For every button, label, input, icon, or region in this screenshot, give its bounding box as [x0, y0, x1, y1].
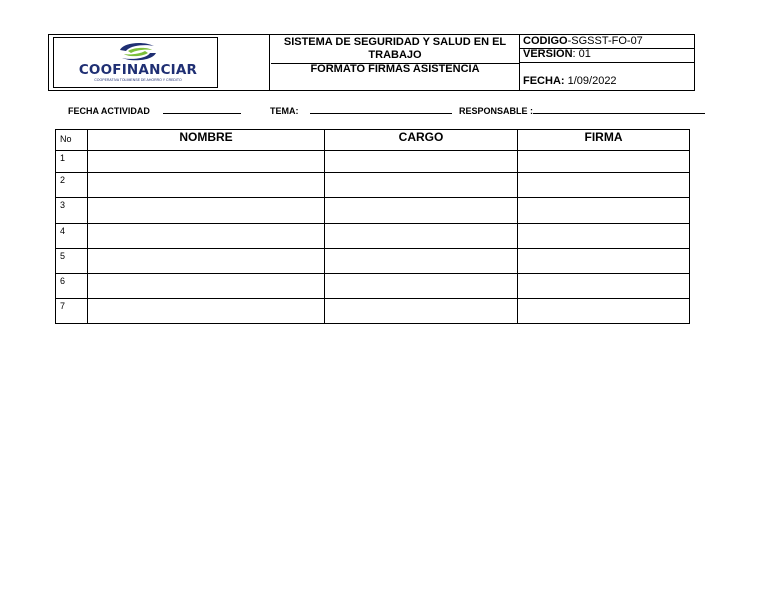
row-number: 5: [56, 249, 88, 274]
cargo-cell[interactable]: [325, 151, 518, 173]
fecha-value: 1/09/2022: [564, 75, 617, 87]
row-number: 6: [56, 274, 88, 299]
row-number: 1: [56, 151, 88, 173]
fecha-actividad-label: FECHA ACTIVIDAD: [68, 106, 150, 116]
coofinanciar-logo-icon: [114, 41, 162, 63]
responsable-blank[interactable]: [533, 104, 705, 114]
cargo-cell[interactable]: [325, 299, 518, 324]
row-number: 4: [56, 224, 88, 249]
page-subtitle: FORMATO FIRMAS ASISTENCIA: [310, 63, 480, 75]
table-row: [56, 198, 690, 224]
row-number: 3: [56, 198, 88, 224]
attendance-table: [55, 129, 690, 324]
table-row: [56, 224, 690, 249]
firma-cell[interactable]: [518, 224, 690, 249]
cargo-cell[interactable]: [325, 224, 518, 249]
header-divider: [269, 35, 270, 90]
logo-wordmark: COOFINANCIAR: [78, 62, 198, 78]
nombre-cell[interactable]: [88, 224, 325, 249]
version-value: : 01: [572, 48, 591, 60]
fecha-label: FECHA:: [523, 75, 565, 87]
page-title: [271, 35, 519, 64]
tema-field[interactable]: [270, 104, 452, 116]
table-row: [56, 173, 690, 198]
column-header-firma: FIRMA: [518, 130, 690, 151]
cargo-cell[interactable]: [325, 198, 518, 224]
logo-box: [53, 37, 218, 88]
row-number: 2: [56, 173, 88, 198]
firma-cell[interactable]: [518, 249, 690, 274]
column-header-cargo: CARGO: [325, 130, 518, 151]
row-number: 7: [56, 299, 88, 324]
tema-label: TEMA:: [270, 106, 299, 116]
table-row: [56, 151, 690, 173]
cargo-cell[interactable]: [325, 173, 518, 198]
title-line-2: TRABAJO: [368, 49, 422, 61]
tema-blank[interactable]: [310, 104, 452, 114]
title-block: [271, 35, 519, 90]
table-row: [56, 274, 690, 299]
meta-divider: [520, 62, 695, 63]
firma-cell[interactable]: [518, 274, 690, 299]
firma-cell[interactable]: [518, 299, 690, 324]
logo-tagline: COOPERATIVA TOLIMENSE DE AHORRO Y CREDITO: [94, 78, 182, 82]
table-header-row: [56, 130, 690, 151]
version-row: [523, 48, 591, 61]
nombre-cell[interactable]: [88, 173, 325, 198]
title-line-1: SISTEMA DE SEGURIDAD Y SALUD EN EL: [283, 36, 507, 48]
fecha-actividad-field[interactable]: [68, 104, 241, 116]
document-header: [48, 34, 695, 91]
nombre-cell[interactable]: [88, 151, 325, 173]
column-header-nombre: NOMBRE: [88, 130, 325, 151]
fecha-row: [523, 75, 617, 88]
firma-cell[interactable]: [518, 173, 690, 198]
column-header-no: No: [56, 130, 88, 151]
nombre-cell[interactable]: [88, 249, 325, 274]
cargo-cell[interactable]: [325, 249, 518, 274]
nombre-cell[interactable]: [88, 198, 325, 224]
codigo-value: -SGSST-FO-07: [567, 35, 643, 47]
cargo-cell[interactable]: [325, 274, 518, 299]
fecha-actividad-blank[interactable]: [163, 104, 241, 114]
codigo-row: [523, 35, 643, 48]
codigo-label: CODIGO: [523, 35, 568, 47]
version-label: VERSION: [523, 48, 573, 60]
responsable-field[interactable]: [459, 104, 705, 116]
firma-cell[interactable]: [518, 198, 690, 224]
activity-info: [0, 104, 768, 118]
nombre-cell[interactable]: [88, 274, 325, 299]
nombre-cell[interactable]: [88, 299, 325, 324]
firma-cell[interactable]: [518, 151, 690, 173]
table-row: [56, 299, 690, 324]
responsable-label: RESPONSABLE :: [459, 106, 534, 116]
table-row: [56, 249, 690, 274]
document-meta: [520, 35, 695, 90]
